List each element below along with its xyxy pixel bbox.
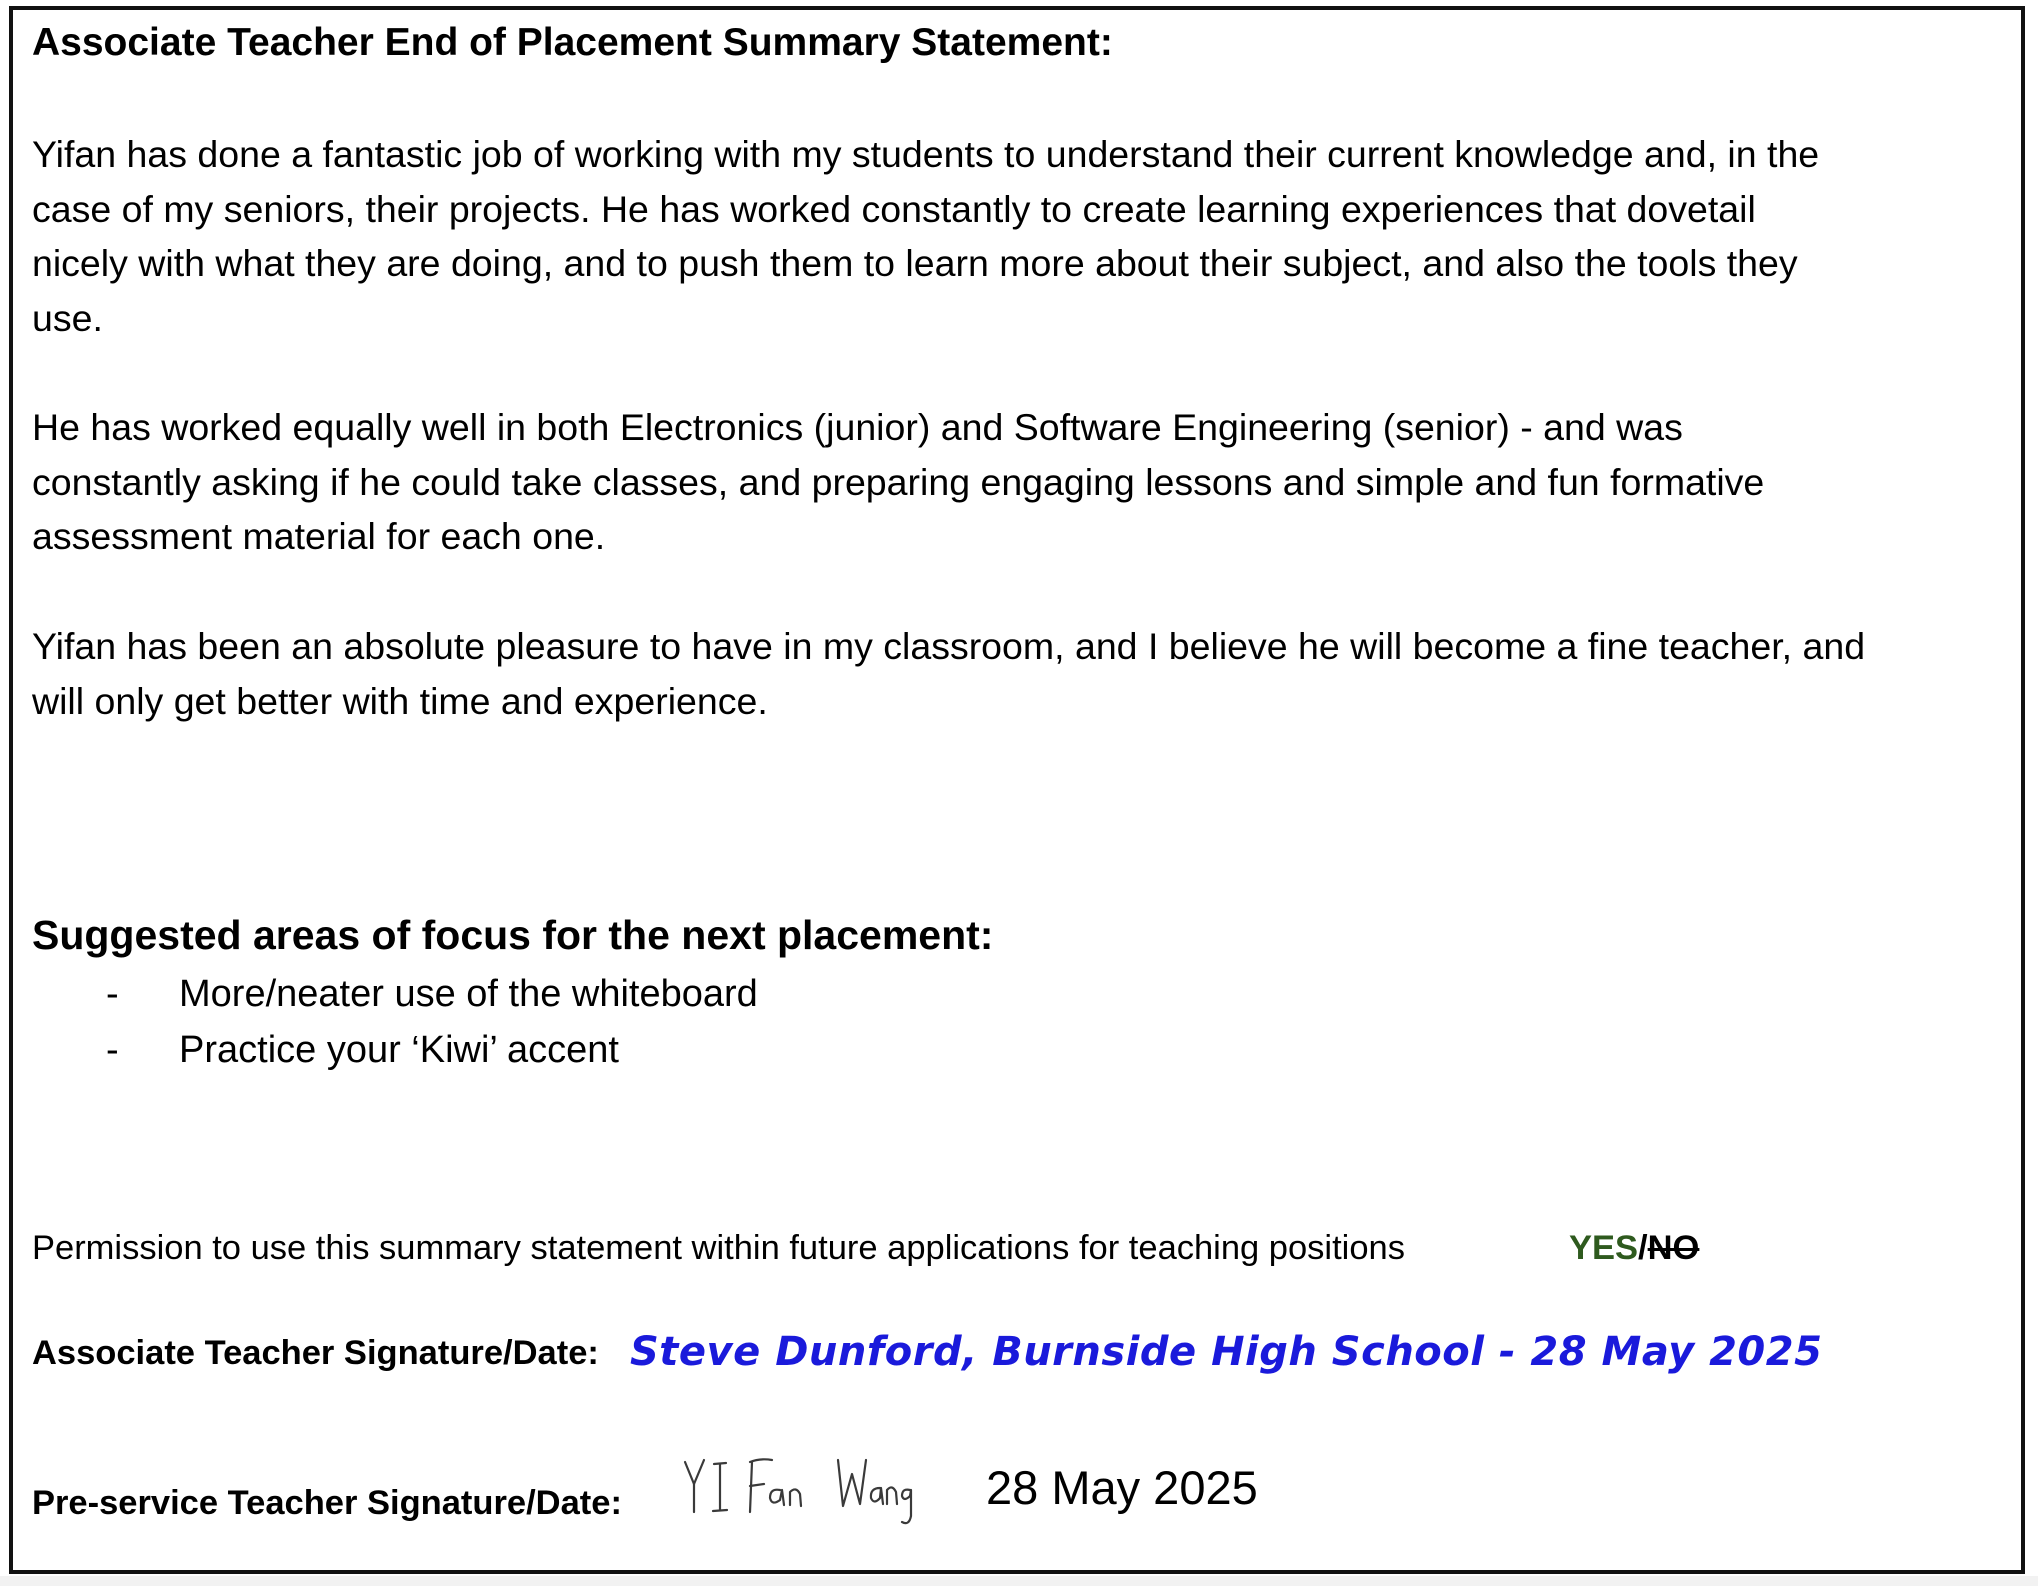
associate-signature-label: Associate Teacher Signature/Date: <box>32 1334 599 1372</box>
permission-label: Permission to use this summary statement within future applications for teaching positions <box>32 1229 1405 1267</box>
summary-statement-heading: Associate Teacher End of Placement Summary Statement: <box>32 21 1113 64</box>
focus-item-text: More/neater use of the whiteboard <box>179 973 758 1015</box>
paragraph-line: constantly asking if he could take classes, and preparing engaging lessons and simple and fun formative <box>32 460 1765 503</box>
preservice-signature-label: Pre-service Teacher Signature/Date: <box>32 1484 622 1522</box>
summary-paragraph-3 <box>32 619 1865 728</box>
bullet-dash: - <box>106 973 119 1015</box>
handwritten-signature <box>680 1450 920 1530</box>
paragraph-line: use. <box>32 296 103 339</box>
associate-signature-value: Steve Dunford, Burnside High School - 28 May 2025 <box>630 1329 1823 1375</box>
paragraph-line: nicely with what they are doing, and to push them to learn more about their subject, and also the tools they <box>32 242 1798 285</box>
permission-yes: YES <box>1569 1229 1639 1267</box>
focus-item-text: Practice your ‘Kiwi’ accent <box>179 1029 619 1071</box>
summary-paragraph-1 <box>32 127 1819 345</box>
focus-areas-heading: Suggested areas of focus for the next placement: <box>32 912 994 958</box>
paragraph-line: He has worked equally well in both Electronics (junior) and Software Engineering (senior) - and was <box>32 406 1683 448</box>
paragraph-line: Yifan has been an absolute pleasure to have in my classroom, and I believe he will become a fine teacher, and <box>32 625 1866 667</box>
page-bottom-edge <box>0 1576 2038 1586</box>
paragraph-line: will only get better with time and experience. <box>32 679 768 722</box>
paragraph-line: Yifan has done a fantastic job of working with my students to understand their current knowledge and, in the <box>32 133 1820 175</box>
bullet-dash: - <box>106 1029 119 1071</box>
summary-paragraph-2 <box>32 400 1764 564</box>
permission-no-struck: NO <box>1647 1229 1700 1267</box>
permission-separator: / <box>1638 1229 1648 1267</box>
paragraph-line: assessment material for each one. <box>32 515 606 558</box>
paragraph-line: case of my seniors, their projects. He has worked constantly to create learning experiences that dovetail <box>32 187 1756 230</box>
preservice-signature-date: 28 May 2025 <box>986 1461 1258 1514</box>
permission-choice <box>1569 1222 1699 1274</box>
